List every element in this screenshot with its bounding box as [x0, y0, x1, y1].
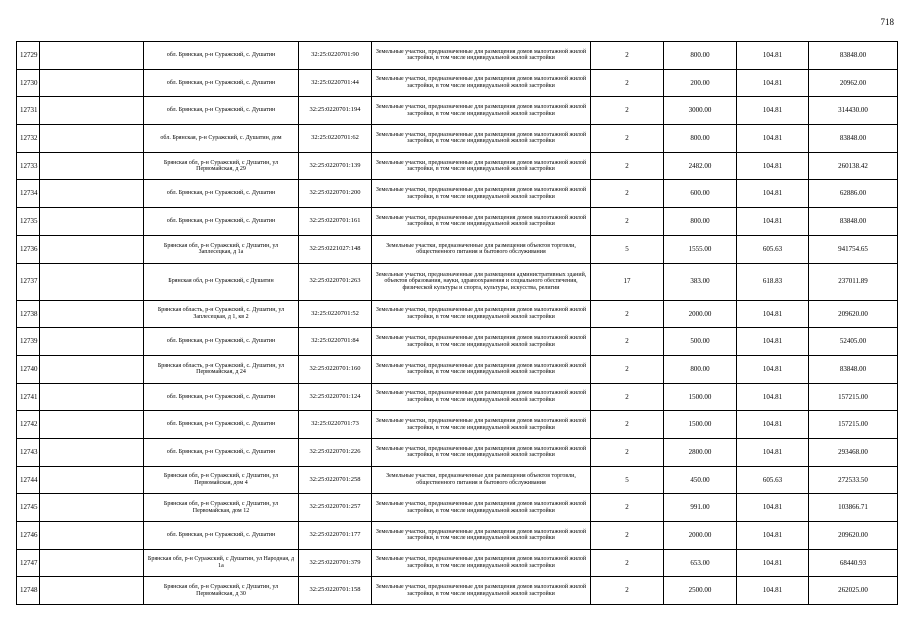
- use-group-code-cell: 2: [591, 494, 664, 522]
- cadastral-number-cell: 32:25:0220701:90: [299, 42, 372, 70]
- table-row: [17, 549, 898, 577]
- specific-value-cell: 104.81: [737, 411, 809, 439]
- land-use-cell: Земельные участки, предназначенные для размещения домов малоэтажной жилой застройки, в том числе индивидуальной жилой застройки: [372, 549, 591, 577]
- address-cell: Брянская область, р-н Суражский, с. Душатин, ул Заплесецкая, д 1, кв 2: [144, 300, 299, 328]
- table-row: [17, 42, 898, 70]
- area-cell: 2500.00: [664, 577, 737, 605]
- land-use-cell: Земельные участки, предназначенные для размещения домов малоэтажной жилой застройки, в том числе индивидуальной жилой застройки: [372, 383, 591, 411]
- table-row: [17, 383, 898, 411]
- specific-value-cell: 104.81: [737, 438, 809, 466]
- area-cell: 800.00: [664, 355, 737, 383]
- row-number-cell: 12735: [17, 208, 40, 236]
- address-cell: Брянская обл, р-н Суражский, с Душатин, ул Первомайская, д 29: [144, 152, 299, 180]
- cadastral-value-cell: 293468.00: [809, 438, 898, 466]
- land-use-cell: Земельные участки, предназначенные для размещения домов малоэтажной жилой застройки, в том числе индивидуальной жилой застройки: [372, 208, 591, 236]
- blank-cell: [40, 383, 144, 411]
- use-group-code-cell: 5: [591, 235, 664, 263]
- land-use-cell: Земельные участки, предназначенные для размещения административных зданий, объектов образования, науки, здравоохранения и социального обеспечения, физической культуры и спорта, культуры, искусства, религии: [372, 263, 591, 300]
- use-group-code-cell: 2: [591, 438, 664, 466]
- use-group-code-cell: 2: [591, 577, 664, 605]
- blank-cell: [40, 438, 144, 466]
- specific-value-cell: 104.81: [737, 549, 809, 577]
- specific-value-cell: 104.81: [737, 355, 809, 383]
- area-cell: 653.00: [664, 549, 737, 577]
- cadastral-value-cell: 237011.89: [809, 263, 898, 300]
- blank-cell: [40, 97, 144, 125]
- specific-value-cell: 104.81: [737, 383, 809, 411]
- address-cell: Брянская обл, р-н Суражский, с Душатин, ул Первомайская, д 30: [144, 577, 299, 605]
- use-group-code-cell: 5: [591, 466, 664, 494]
- blank-cell: [40, 125, 144, 153]
- area-cell: 1500.00: [664, 383, 737, 411]
- cadastral-value-cell: 103866.71: [809, 494, 898, 522]
- table-row: [17, 438, 898, 466]
- cadastral-number-cell: 32:25:0221027:148: [299, 235, 372, 263]
- row-number-cell: 12730: [17, 69, 40, 97]
- address-cell: обл. Брянская, р-н Суражский, с. Душатин: [144, 438, 299, 466]
- land-use-cell: Земельные участки, предназначенные для размещения домов малоэтажной жилой застройки, в том числе индивидуальной жилой застройки: [372, 97, 591, 125]
- address-cell: обл. Брянская, р-н Суражский, с. Душатин: [144, 383, 299, 411]
- specific-value-cell: 104.81: [737, 125, 809, 153]
- cadastral-value-cell: 157215.00: [809, 411, 898, 439]
- blank-cell: [40, 522, 144, 550]
- row-number-cell: 12740: [17, 355, 40, 383]
- row-number-cell: 12747: [17, 549, 40, 577]
- cadastral-number-cell: 32:25:0220701:177: [299, 522, 372, 550]
- land-use-cell: Земельные участки, предназначенные для размещения домов малоэтажной жилой застройки, в том числе индивидуальной жилой застройки: [372, 328, 591, 356]
- table-row: [17, 300, 898, 328]
- use-group-code-cell: 2: [591, 383, 664, 411]
- address-cell: Брянская обл, р-н Суражский, с Душатин, ул Первомайская, дом 12: [144, 494, 299, 522]
- specific-value-cell: 104.81: [737, 180, 809, 208]
- cadastral-number-cell: 32:25:0220701:257: [299, 494, 372, 522]
- cadastral-number-cell: 32:25:0220701:379: [299, 549, 372, 577]
- land-use-cell: Земельные участки, предназначенные для размещения домов малоэтажной жилой застройки, в том числе индивидуальной жилой застройки: [372, 411, 591, 439]
- cadastral-value-cell: 83848.00: [809, 42, 898, 70]
- address-cell: Брянская обл, р-н Суражский, с Душатин, ул Народная, д 1а: [144, 549, 299, 577]
- cadastral-value-cell: 83848.00: [809, 208, 898, 236]
- table-row: [17, 97, 898, 125]
- land-use-cell: Земельные участки, предназначенные для размещения домов малоэтажной жилой застройки, в том числе индивидуальной жилой застройки: [372, 577, 591, 605]
- use-group-code-cell: 2: [591, 152, 664, 180]
- cadastral-number-cell: 32:25:0220701:226: [299, 438, 372, 466]
- specific-value-cell: 605.63: [737, 466, 809, 494]
- area-cell: 800.00: [664, 208, 737, 236]
- area-cell: 2800.00: [664, 438, 737, 466]
- blank-cell: [40, 494, 144, 522]
- area-cell: 1555.00: [664, 235, 737, 263]
- area-cell: 1500.00: [664, 411, 737, 439]
- use-group-code-cell: 2: [591, 180, 664, 208]
- cadastral-number-cell: 32:25:0220701:194: [299, 97, 372, 125]
- specific-value-cell: 104.81: [737, 97, 809, 125]
- address-cell: обл. Брянская, р-н Суражский, с. Душатин: [144, 180, 299, 208]
- land-use-cell: Земельные участки, предназначенные для размещения домов малоэтажной жилой застройки, в том числе индивидуальной жилой застройки: [372, 152, 591, 180]
- address-cell: обл. Брянская, р-н Суражский, с. Душатин: [144, 522, 299, 550]
- land-use-cell: Земельные участки, предназначенные для размещения домов малоэтажной жилой застройки, в том числе индивидуальной жилой застройки: [372, 494, 591, 522]
- address-cell: Брянская обл, р-н Суражский, с Душатин, ул Первомайская, дом 4: [144, 466, 299, 494]
- table-body: [17, 42, 898, 605]
- use-group-code-cell: 2: [591, 125, 664, 153]
- cadastral-value-cell: 941754.65: [809, 235, 898, 263]
- row-number-cell: 12729: [17, 42, 40, 70]
- use-group-code-cell: 2: [591, 97, 664, 125]
- cadastral-value-table: [16, 41, 898, 605]
- row-number-cell: 12731: [17, 97, 40, 125]
- row-number-cell: 12733: [17, 152, 40, 180]
- cadastral-number-cell: 32:25:0220701:139: [299, 152, 372, 180]
- blank-cell: [40, 411, 144, 439]
- land-use-cell: Земельные участки, предназначенные для размещения домов малоэтажной жилой застройки, в том числе индивидуальной жилой застройки: [372, 438, 591, 466]
- land-use-cell: Земельные участки, предназначенные для размещения домов малоэтажной жилой застройки, в том числе индивидуальной жилой застройки: [372, 69, 591, 97]
- area-cell: 600.00: [664, 180, 737, 208]
- address-cell: обл. Брянская, р-н Суражский, с. Душатин: [144, 411, 299, 439]
- use-group-code-cell: 2: [591, 208, 664, 236]
- area-cell: 200.00: [664, 69, 737, 97]
- address-cell: Брянская обл, р-н Суражский, с Душатин, ул Заплесецкая, д 1а: [144, 235, 299, 263]
- address-cell: обл. Брянская, р-н Суражский, с. Душатин: [144, 208, 299, 236]
- cadastral-number-cell: 32:25:0220701:73: [299, 411, 372, 439]
- use-group-code-cell: 2: [591, 69, 664, 97]
- cadastral-value-cell: 68440.93: [809, 549, 898, 577]
- land-use-cell: Земельные участки, предназначенные для размещения домов малоэтажной жилой застройки, в том числе индивидуальной жилой застройки: [372, 42, 591, 70]
- area-cell: 991.00: [664, 494, 737, 522]
- specific-value-cell: 104.81: [737, 494, 809, 522]
- blank-cell: [40, 300, 144, 328]
- area-cell: 450.00: [664, 466, 737, 494]
- cadastral-number-cell: 32:25:0220701:258: [299, 466, 372, 494]
- area-cell: 800.00: [664, 125, 737, 153]
- use-group-code-cell: 2: [591, 355, 664, 383]
- blank-cell: [40, 208, 144, 236]
- use-group-code-cell: 2: [591, 328, 664, 356]
- row-number-cell: 12739: [17, 328, 40, 356]
- row-number-cell: 12737: [17, 263, 40, 300]
- area-cell: 383.00: [664, 263, 737, 300]
- use-group-code-cell: 2: [591, 411, 664, 439]
- address-cell: Брянская обл, р-н Суражский, с Душатин: [144, 263, 299, 300]
- cadastral-number-cell: 32:25:0220701:124: [299, 383, 372, 411]
- table-row: [17, 577, 898, 605]
- area-cell: 2000.00: [664, 300, 737, 328]
- specific-value-cell: 104.81: [737, 328, 809, 356]
- cadastral-value-cell: 83848.00: [809, 355, 898, 383]
- row-number-cell: 12748: [17, 577, 40, 605]
- cadastral-value-cell: 314430.00: [809, 97, 898, 125]
- blank-cell: [40, 69, 144, 97]
- row-number-cell: 12743: [17, 438, 40, 466]
- cadastral-number-cell: 32:25:0220701:160: [299, 355, 372, 383]
- row-number-cell: 12744: [17, 466, 40, 494]
- use-group-code-cell: 2: [591, 522, 664, 550]
- area-cell: 2482.00: [664, 152, 737, 180]
- cadastral-number-cell: 32:25:0220701:158: [299, 577, 372, 605]
- specific-value-cell: 104.81: [737, 522, 809, 550]
- specific-value-cell: 618.83: [737, 263, 809, 300]
- area-cell: 800.00: [664, 42, 737, 70]
- cadastral-value-cell: 20962.00: [809, 69, 898, 97]
- table-row: [17, 466, 898, 494]
- cadastral-number-cell: 32:25:0220701:62: [299, 125, 372, 153]
- row-number-cell: 12736: [17, 235, 40, 263]
- use-group-code-cell: 2: [591, 42, 664, 70]
- specific-value-cell: 104.81: [737, 300, 809, 328]
- cadastral-value-cell: 262025.00: [809, 577, 898, 605]
- blank-cell: [40, 152, 144, 180]
- row-number-cell: 12732: [17, 125, 40, 153]
- row-number-cell: 12734: [17, 180, 40, 208]
- cadastral-value-cell: 52405.00: [809, 328, 898, 356]
- specific-value-cell: 605.63: [737, 235, 809, 263]
- land-use-cell: Земельные участки, предназначенные для размещения домов малоэтажной жилой застройки, в том числе индивидуальной жилой застройки: [372, 125, 591, 153]
- land-use-cell: Земельные участки, предназначенные для размещения домов малоэтажной жилой застройки, в том числе индивидуальной жилой застройки: [372, 180, 591, 208]
- use-group-code-cell: 2: [591, 300, 664, 328]
- cadastral-number-cell: 32:25:0220701:52: [299, 300, 372, 328]
- address-cell: обл. Брянская, р-н Суражский, с. Душатин, дом: [144, 125, 299, 153]
- blank-cell: [40, 328, 144, 356]
- row-number-cell: 12746: [17, 522, 40, 550]
- cadastral-value-cell: 272533.50: [809, 466, 898, 494]
- table-row: [17, 328, 898, 356]
- area-cell: 3000.00: [664, 97, 737, 125]
- blank-cell: [40, 180, 144, 208]
- cadastral-value-cell: 260138.42: [809, 152, 898, 180]
- cadastral-value-cell: 157215.00: [809, 383, 898, 411]
- row-number-cell: 12745: [17, 494, 40, 522]
- land-use-cell: Земельные участки, предназначенные для размещения домов малоэтажной жилой застройки, в том числе индивидуальной жилой застройки: [372, 522, 591, 550]
- use-group-code-cell: 2: [591, 549, 664, 577]
- table-row: [17, 494, 898, 522]
- address-cell: обл. Брянская, р-н Суражский, с. Душатин: [144, 328, 299, 356]
- table-row: [17, 152, 898, 180]
- table-row: [17, 125, 898, 153]
- blank-cell: [40, 355, 144, 383]
- table-row: [17, 355, 898, 383]
- row-number-cell: 12742: [17, 411, 40, 439]
- cadastral-value-cell: 62886.00: [809, 180, 898, 208]
- blank-cell: [40, 549, 144, 577]
- table-row: [17, 263, 898, 300]
- page-number: 718: [880, 17, 894, 27]
- specific-value-cell: 104.81: [737, 69, 809, 97]
- use-group-code-cell: 17: [591, 263, 664, 300]
- specific-value-cell: 104.81: [737, 152, 809, 180]
- table-row: [17, 235, 898, 263]
- cadastral-number-cell: 32:25:0220701:84: [299, 328, 372, 356]
- specific-value-cell: 104.81: [737, 208, 809, 236]
- address-cell: обл. Брянская, р-н Суражский, с. Душатин: [144, 42, 299, 70]
- table-row: [17, 180, 898, 208]
- cadastral-number-cell: 32:25:0220701:44: [299, 69, 372, 97]
- address-cell: обл. Брянская, р-н Суражский, с. Душатин: [144, 97, 299, 125]
- area-cell: 2000.00: [664, 522, 737, 550]
- cadastral-number-cell: 32:25:0220701:263: [299, 263, 372, 300]
- address-cell: Брянская область, р-н Суражский, с. Душатин, ул Первомайская, д 24: [144, 355, 299, 383]
- blank-cell: [40, 466, 144, 494]
- table-row: [17, 411, 898, 439]
- table-row: [17, 208, 898, 236]
- land-use-cell: Земельные участки, предназначенные для размещения объектов торговли, общественного питания и бытового обслуживания: [372, 466, 591, 494]
- specific-value-cell: 104.81: [737, 42, 809, 70]
- area-cell: 500.00: [664, 328, 737, 356]
- blank-cell: [40, 42, 144, 70]
- table-row: [17, 69, 898, 97]
- cadastral-number-cell: 32:25:0220701:200: [299, 180, 372, 208]
- cadastral-value-cell: 83848.00: [809, 125, 898, 153]
- land-use-cell: Земельные участки, предназначенные для размещения домов малоэтажной жилой застройки, в том числе индивидуальной жилой застройки: [372, 355, 591, 383]
- land-use-cell: Земельные участки, предназначенные для размещения домов малоэтажной жилой застройки, в том числе индивидуальной жилой застройки: [372, 300, 591, 328]
- specific-value-cell: 104.81: [737, 577, 809, 605]
- land-use-cell: Земельные участки, предназначенные для размещения объектов торговли, общественного питания и бытового обслуживания: [372, 235, 591, 263]
- row-number-cell: 12741: [17, 383, 40, 411]
- blank-cell: [40, 263, 144, 300]
- cadastral-value-cell: 209620.00: [809, 300, 898, 328]
- address-cell: обл. Брянская, р-н Суражский, с. Душатин: [144, 69, 299, 97]
- blank-cell: [40, 577, 144, 605]
- cadastral-value-cell: 209620.00: [809, 522, 898, 550]
- blank-cell: [40, 235, 144, 263]
- row-number-cell: 12738: [17, 300, 40, 328]
- cadastral-number-cell: 32:25:0220701:161: [299, 208, 372, 236]
- table-row: [17, 522, 898, 550]
